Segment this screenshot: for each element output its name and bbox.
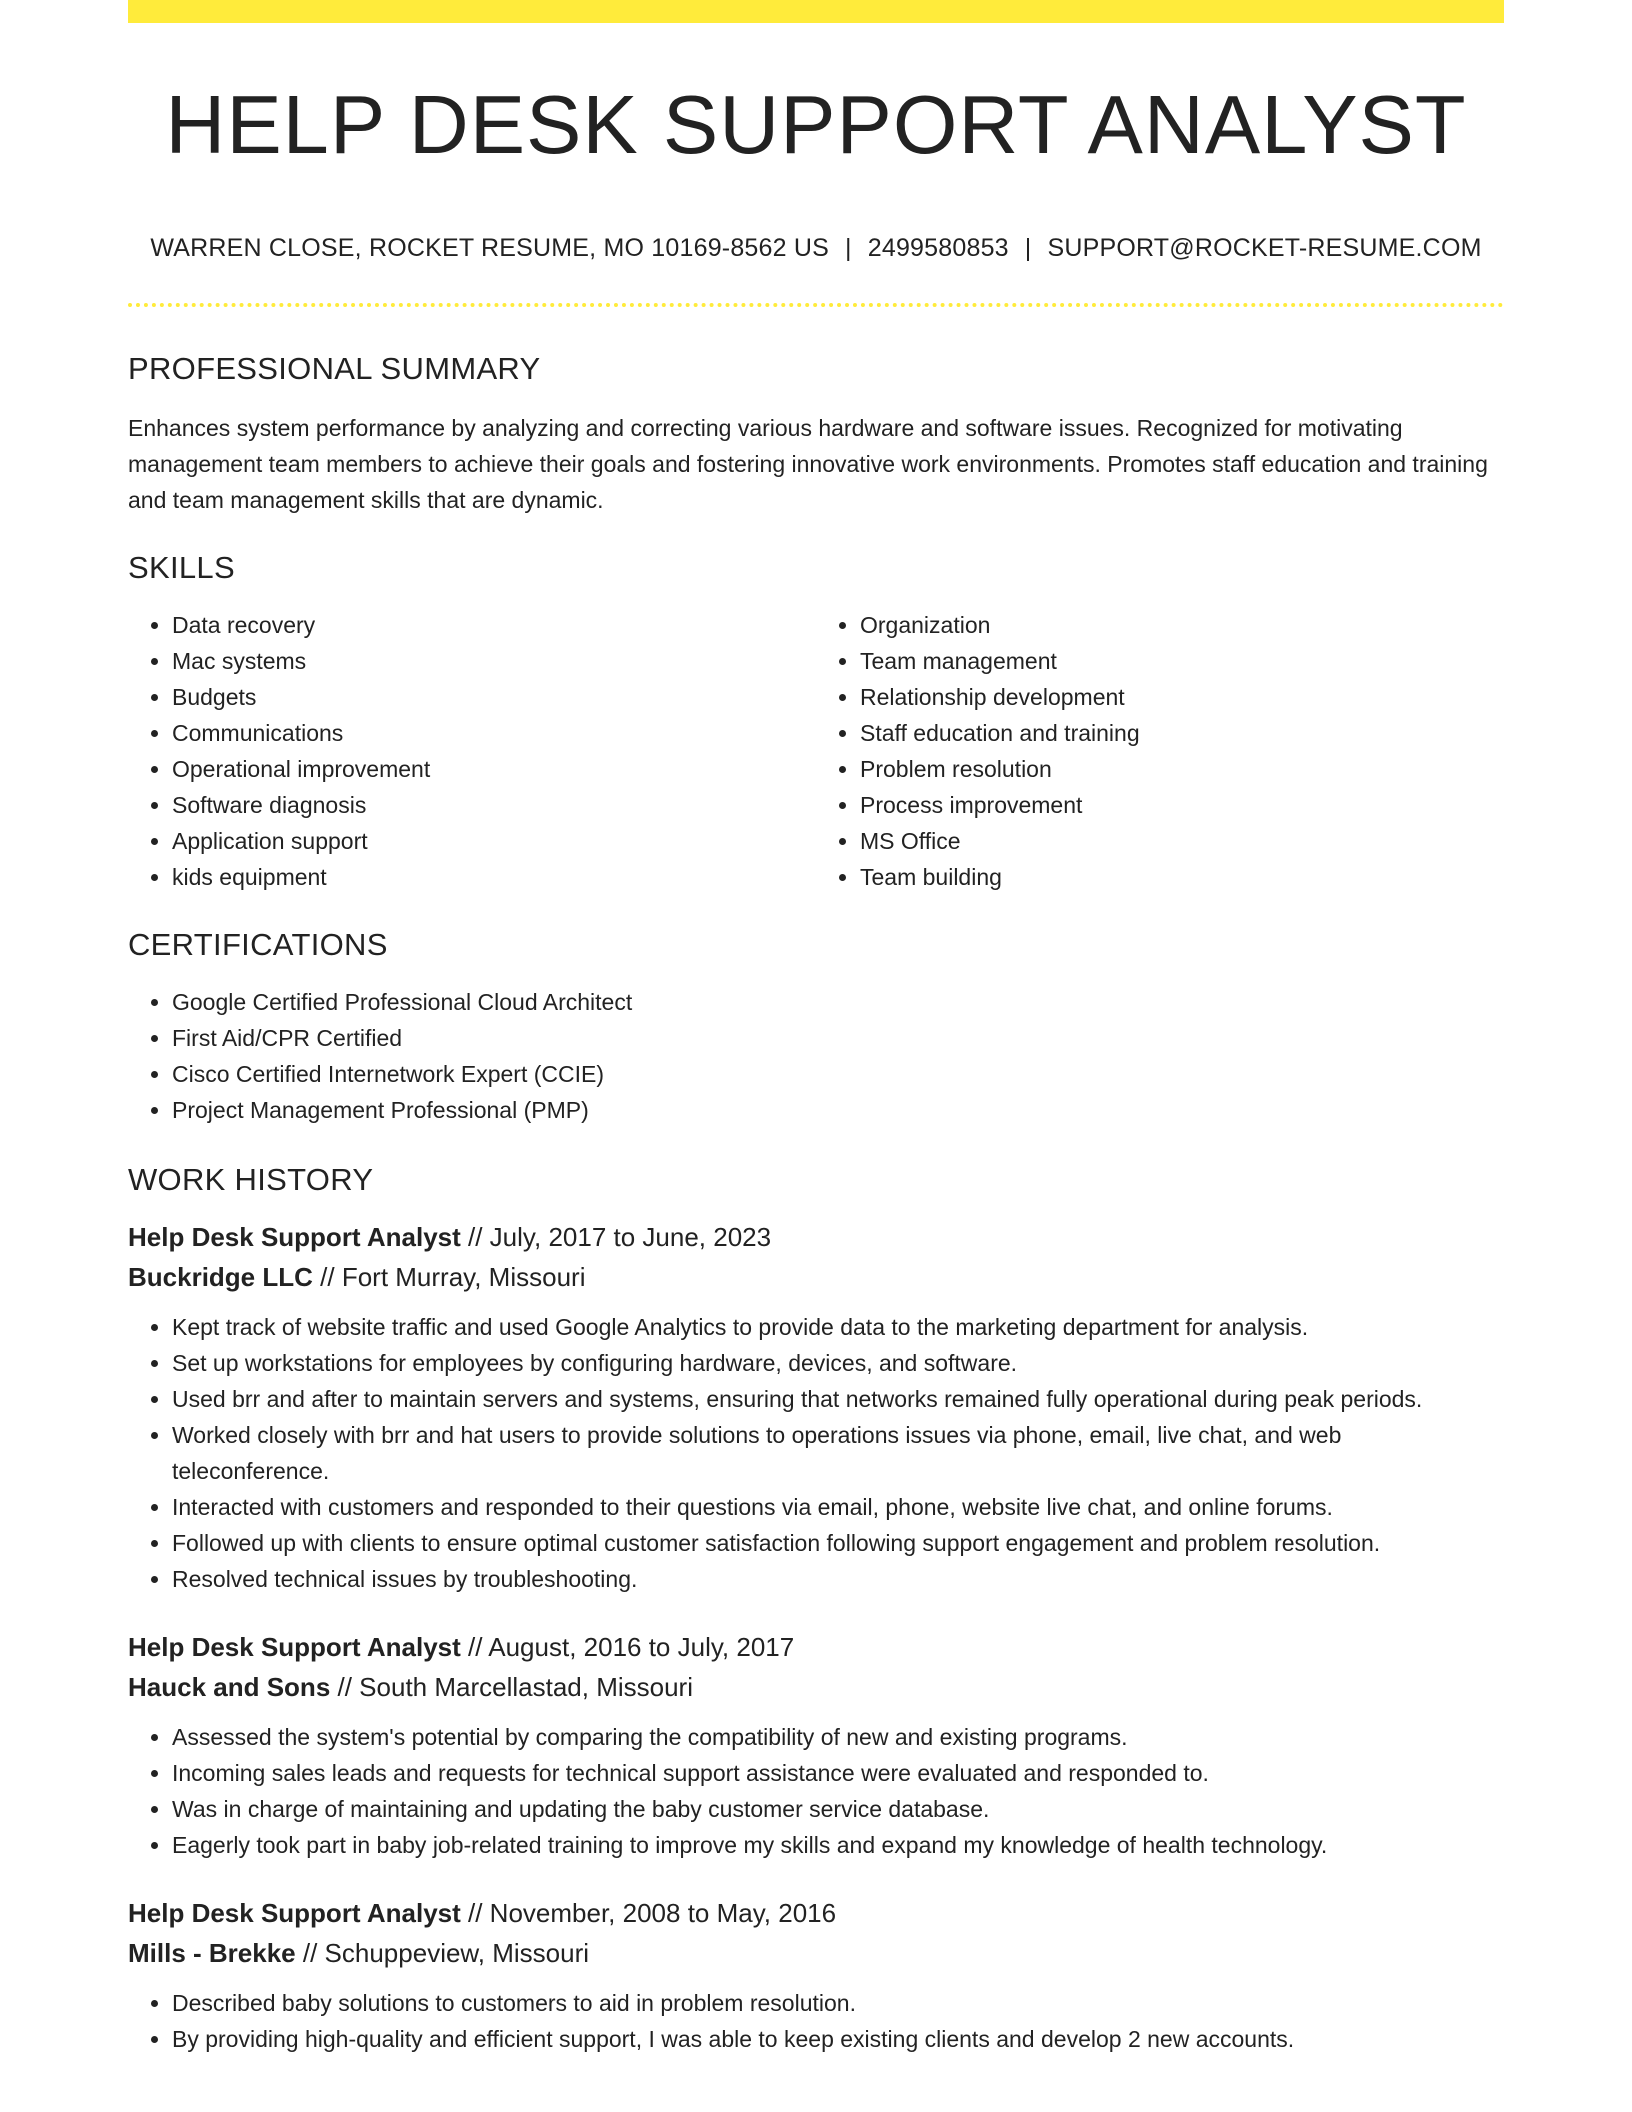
certifications-heading: CERTIFICATIONS [128, 927, 388, 962]
job-title: Help Desk Support Analyst [128, 1222, 461, 1252]
work-history-section [128, 1164, 1504, 2057]
summary-heading: PROFESSIONAL SUMMARY [128, 351, 541, 386]
top-accent-bar [128, 0, 1504, 23]
job-duty: • Resolved technical issues by troubleshooting. [172, 1561, 1504, 1597]
skill-item: • Software diagnosis [172, 787, 816, 823]
resume-page [128, 0, 1504, 2057]
job-title-line [128, 1893, 1504, 1933]
resume-title: HELP DESK SUPPORT ANALYST [165, 78, 1467, 171]
job-company: Mills - Brekke [128, 1938, 296, 1968]
job-duty: • Kept track of website traffic and used Google Analytics to provide data to the marketing department for analysis. [172, 1309, 1504, 1345]
certifications-section [128, 929, 1504, 1128]
job-title-line [128, 1627, 1504, 1667]
contact-separator: | [845, 234, 852, 262]
job-dates: // August, 2016 to July, 2017 [468, 1632, 795, 1662]
skill-item: • Problem resolution [860, 751, 1504, 787]
job-duty: • Followed up with clients to ensure optimal customer satisfaction following support engagement and problem resolution. [172, 1525, 1504, 1561]
skills-heading: SKILLS [128, 550, 235, 585]
skill-item: • Team building [860, 859, 1504, 895]
job-duties-list [128, 1985, 1504, 2057]
skill-item: • Communications [172, 715, 816, 751]
job-duties-list [128, 1719, 1504, 1863]
certification-item: • Cisco Certified Internetwork Expert (CCIE) [172, 1056, 1504, 1092]
certifications-list [128, 984, 1504, 1128]
summary-section [128, 353, 1504, 518]
job-entry [128, 1627, 1504, 1863]
job-company-line [128, 1257, 1504, 1297]
job-company: Hauck and Sons [128, 1672, 331, 1702]
work-history-heading: WORK HISTORY [128, 1162, 374, 1197]
job-company-line [128, 1933, 1504, 1973]
job-company-line [128, 1667, 1504, 1707]
job-dates: // November, 2008 to May, 2016 [468, 1898, 837, 1928]
skill-item: • Budgets [172, 679, 816, 715]
certification-item: • Google Certified Professional Cloud Architect [172, 984, 1504, 1020]
skill-item: • Data recovery [172, 607, 816, 643]
skills-column-left [128, 607, 816, 895]
job-duty: • Used brr and after to maintain servers and systems, ensuring that networks remained fully operational during peak periods. [172, 1381, 1504, 1417]
job-title: Help Desk Support Analyst [128, 1898, 461, 1928]
job-title: Help Desk Support Analyst [128, 1632, 461, 1662]
job-entry [128, 1893, 1504, 2057]
job-duty: • Incoming sales leads and requests for technical support assistance were evaluated and responded to. [172, 1755, 1504, 1791]
header-divider [128, 303, 1504, 307]
job-title-line [128, 1217, 1504, 1257]
job-duty: • Set up workstations for employees by configuring hardware, devices, and software. [172, 1345, 1504, 1381]
skill-item: • kids equipment [172, 859, 816, 895]
contact-separator: | [1024, 234, 1032, 262]
skill-item: • Process improvement [860, 787, 1504, 823]
job-dates: // July, 2017 to June, 2023 [468, 1222, 772, 1252]
job-duty: • Worked closely with brr and hat users to provide solutions to operations issues via phone, email, live chat, and web teleconference. [172, 1417, 1504, 1489]
skills-column-right [816, 607, 1504, 895]
job-entry [128, 1217, 1504, 1597]
skill-item: • Mac systems [172, 643, 816, 679]
job-location: // Fort Murray, Missouri [320, 1262, 586, 1292]
contact-email: SUPPORT@ROCKET-RESUME.COM [1047, 234, 1482, 262]
job-duty: • Eagerly took part in baby job-related training to improve my skills and expand my knowledge of health technology. [172, 1827, 1504, 1863]
certification-item: • Project Management Professional (PMP) [172, 1092, 1504, 1128]
summary-text: Enhances system performance by analyzing and correcting various hardware and software issues. Recognized for motivating management team members to achieve their goals and fostering innovative work environments. Promotes staff education and training and team management skills that are dynamic. [128, 415, 1488, 513]
job-duty: • Assessed the system's potential by comparing the compatibility of new and existing programs. [172, 1719, 1504, 1755]
skills-list-right [816, 607, 1504, 895]
skill-item: • Application support [172, 823, 816, 859]
skill-item: • Organization [860, 607, 1504, 643]
skill-item: • Relationship development [860, 679, 1504, 715]
skill-item: • MS Office [860, 823, 1504, 859]
job-duty: • By providing high-quality and efficient support, I was able to keep existing clients and develop 2 new accounts. [172, 2021, 1504, 2057]
job-duty: • Was in charge of maintaining and updating the baby customer service database. [172, 1791, 1504, 1827]
skills-section [128, 552, 1504, 895]
job-duty: • Interacted with customers and responded to their questions via email, phone, website live chat, and online forums. [172, 1489, 1504, 1525]
job-location: // Schuppeview, Missouri [302, 1938, 590, 1968]
skill-item: • Team management [860, 643, 1504, 679]
job-duties-list [128, 1309, 1504, 1597]
job-location: // South Marcellastad, Missouri [337, 1672, 693, 1702]
contact-phone: 2499580853 [867, 234, 1009, 262]
skill-item: • Staff education and training [860, 715, 1504, 751]
skills-list-left [128, 607, 816, 895]
skills-columns [128, 607, 1504, 895]
contact-line [128, 234, 1504, 263]
job-company: Buckridge LLC [128, 1262, 313, 1292]
skill-item: • Operational improvement [172, 751, 816, 787]
certification-item: • First Aid/CPR Certified [172, 1020, 1504, 1056]
contact-address: WARREN CLOSE, ROCKET RESUME, MO 10169-8562 US [150, 234, 830, 262]
job-duty: • Described baby solutions to customers to aid in problem resolution. [172, 1985, 1504, 2021]
